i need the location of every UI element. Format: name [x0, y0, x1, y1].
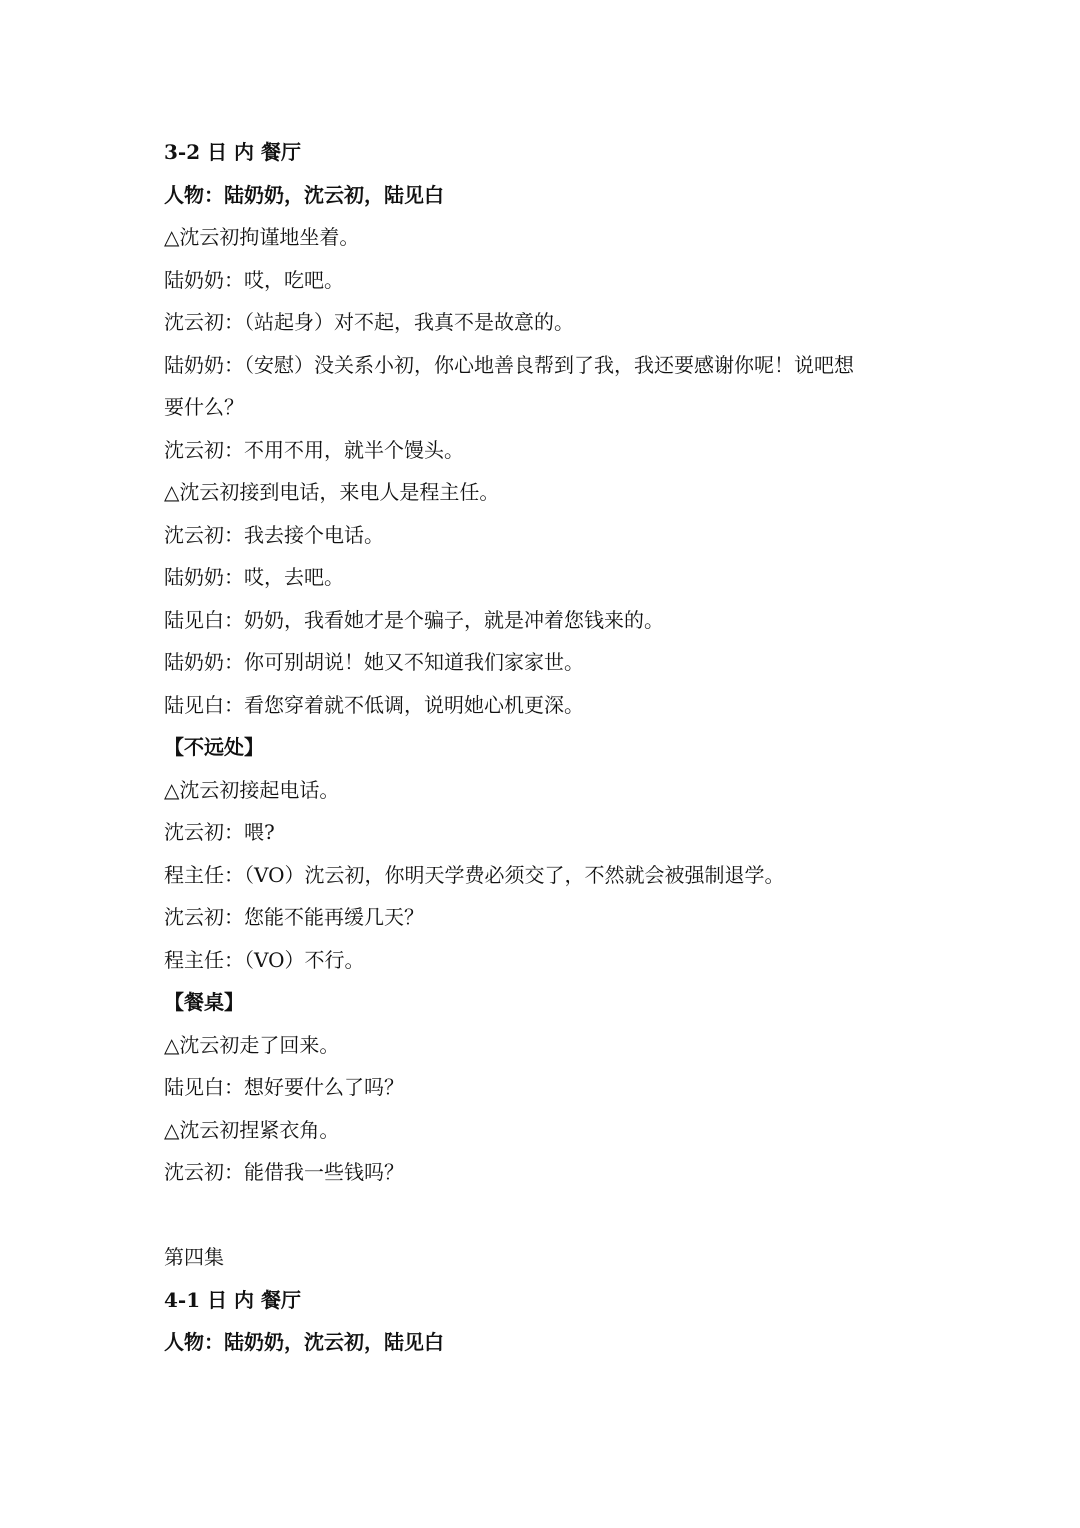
script-line: 沈云初：您能不能再缓几天？ [164, 905, 424, 929]
script-line: 陆奶奶：哎，去吧。 [164, 565, 344, 589]
script-line: 沈云初：不用不用，就半个馒头。 [164, 437, 464, 462]
script-line: △沈云初捏紧衣角。 [164, 1117, 340, 1142]
characters-line: 人物：陆奶奶，沈云初，陆见白 [164, 1330, 444, 1354]
script-line: 要什么？ [164, 395, 244, 419]
script-body [164, 131, 924, 1364]
location-label: 【餐桌】 [164, 990, 244, 1014]
script-line: 沈云初：能借我一些钱吗？ [164, 1160, 404, 1184]
script-line: 陆奶奶：哎，吃吧。 [164, 267, 344, 292]
location-label: 【不远处】 [164, 735, 264, 759]
script-line: 陆见白：想好要什么了吗？ [164, 1075, 404, 1099]
blank-line [164, 1194, 924, 1237]
characters-line: 人物：陆奶奶，沈云初，陆见白 [164, 182, 444, 207]
script-line: 陆见白：奶奶，我看她才是个骗子，就是冲着您钱来的。 [164, 607, 664, 632]
script-line: 沈云初：喂? [164, 820, 275, 844]
script-line: 陆奶奶：你可别胡说！她又不知道我们家家世。 [164, 650, 584, 674]
script-line: 程主任：（VO）沈云初，你明天学费必须交了，不然就会被强制退学。 [164, 862, 785, 887]
script-line: 程主任：（VO）不行。 [164, 947, 365, 972]
script-line: 陆奶奶：（安慰）没关系小初，你心地善良帮到了我，我还要感谢你呢！说吧想 [164, 352, 854, 377]
episode-title: 第四集 [164, 1245, 224, 1269]
script-line: 陆见白：看您穿着就不低调，说明她心机更深。 [164, 692, 584, 717]
script-line: 沈云初：（站起身）对不起，我真不是故意的。 [164, 310, 574, 334]
script-line: △沈云初接起电话。 [164, 777, 340, 802]
scene-heading: 3-2 日 内 餐厅 [164, 140, 302, 164]
scene-heading: 4-1 日 内 餐厅 [164, 1287, 302, 1312]
script-line: △沈云初接到电话，来电人是程主任。 [164, 480, 500, 504]
script-line: △沈云初拘谨地坐着。 [164, 225, 360, 249]
script-line: △沈云初走了回来。 [164, 1032, 340, 1057]
script-line: 沈云初：我去接个电话。 [164, 522, 384, 547]
